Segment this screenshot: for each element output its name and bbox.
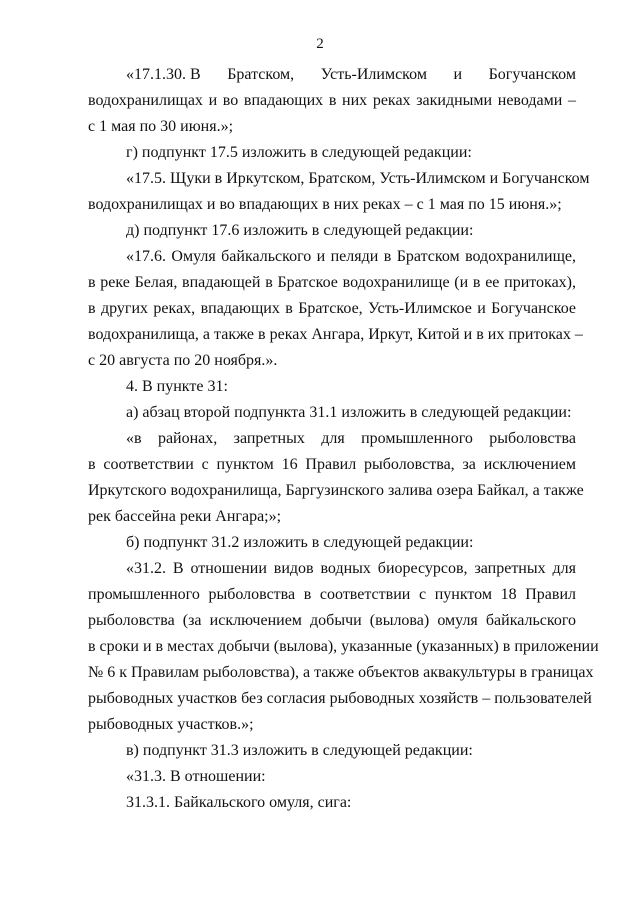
paragraph-line: «31.3. В отношении:: [126, 768, 266, 785]
paragraph-line: с 1 мая по 30 июня.»;: [88, 118, 234, 135]
paragraph-line: 31.3.1. Байкальского омуля, сига:: [126, 794, 352, 811]
paragraph-line: в) подпункт 31.3 изложить в следующей редакции:: [126, 742, 473, 759]
line-word: для: [321, 430, 345, 447]
paragraph-line: [88, 426, 576, 452]
paragraph-line: «17.5. Щуки в Иркутском, Братском, Усть-Илимском и Богучанском: [126, 170, 590, 187]
paragraph-line: Иркутского водохранилища, Баргузинского залива озера Байкал, а также: [88, 482, 584, 499]
paragraph: [88, 140, 576, 166]
paragraph-line: б) подпункт 31.2 изложить в следующей редакции:: [126, 534, 474, 551]
paragraph: [88, 218, 576, 244]
line-word: «17.1.30. В: [126, 66, 201, 83]
paragraph-line: в сроки и в местах добычи (вылова), указанные (указанных) в приложении: [88, 638, 599, 655]
line-word: запретных: [233, 430, 305, 447]
paragraph-line: рыбоводных участков.»;: [88, 716, 254, 733]
line-word: рыболовства: [489, 430, 576, 447]
line-word: Богучанском: [488, 66, 576, 83]
paragraph-line: в соответствии с пунктом 16 Правил рыболовства, за исключением: [88, 456, 576, 473]
paragraph: [88, 764, 576, 790]
paragraph-line: 4. В пункте 31:: [126, 378, 228, 395]
line-word: Усть-Илимском: [320, 66, 427, 83]
paragraph-line: водохранилищах и во впадающих в них реках закидными неводами –: [88, 92, 576, 109]
paragraph: [88, 530, 576, 556]
paragraph: [88, 426, 584, 530]
line-word: Братском,: [227, 66, 295, 83]
paragraph-line: рыболовства (за исключением добычи (вылова) омуля байкальского: [88, 612, 576, 629]
paragraph: [88, 62, 576, 140]
paragraph: [88, 166, 590, 218]
paragraph-line: [88, 62, 576, 88]
paragraph: [88, 244, 583, 374]
paragraph-line: № 6 к Правилам рыболовства), а также объектов аквакультуры в границах: [88, 664, 594, 681]
paragraph-line: д) подпункт 17.6 изложить в следующей редакции:: [126, 222, 474, 239]
paragraph-line: водохранилища, а также в реках Ангара, Иркут, Китой и в их притоках –: [88, 326, 583, 343]
paragraph: [88, 790, 576, 816]
paragraph: [88, 400, 576, 426]
document-body: [88, 62, 599, 816]
paragraph-line: г) подпункт 17.5 изложить в следующей редакции:: [126, 144, 472, 161]
paragraph-line: с 20 августа по 20 ноября.».: [88, 352, 278, 369]
paragraph-line: в других реках, впадающих в Братское, Усть-Илимское и Богучанское: [88, 300, 576, 317]
paragraph-line: «17.6. Омуля байкальского и пеляди в Братском водохранилище,: [126, 248, 576, 265]
line-word: «в: [126, 430, 142, 447]
line-word: промышленного: [361, 430, 473, 447]
paragraph-line: «31.2. В отношении видов водных биоресурсов, запретных для: [126, 560, 576, 577]
paragraph-line: а) абзац второй подпункта 31.1 изложить в следующей редакции:: [126, 404, 572, 421]
paragraph-line: водохранилищах и во впадающих в них реках – с 1 мая по 15 июня.»;: [88, 196, 562, 213]
paragraph-line: рек бассейна реки Ангара;»;: [88, 508, 282, 525]
line-word: районах,: [157, 430, 218, 447]
page-number: 2: [316, 36, 324, 52]
line-word: и: [453, 66, 463, 83]
paragraph: [88, 374, 576, 400]
paragraph-line: промышленного рыболовства в соответствии с пунктом 18 Правил: [88, 586, 576, 603]
paragraph: [88, 556, 599, 738]
paragraph: [88, 738, 576, 764]
paragraph-line: в реке Белая, впадающей в Братское водохранилище (и в ее притоках),: [88, 274, 576, 291]
paragraph-line: рыбоводных участков без согласия рыбоводных хозяйств – пользователей: [88, 690, 592, 707]
